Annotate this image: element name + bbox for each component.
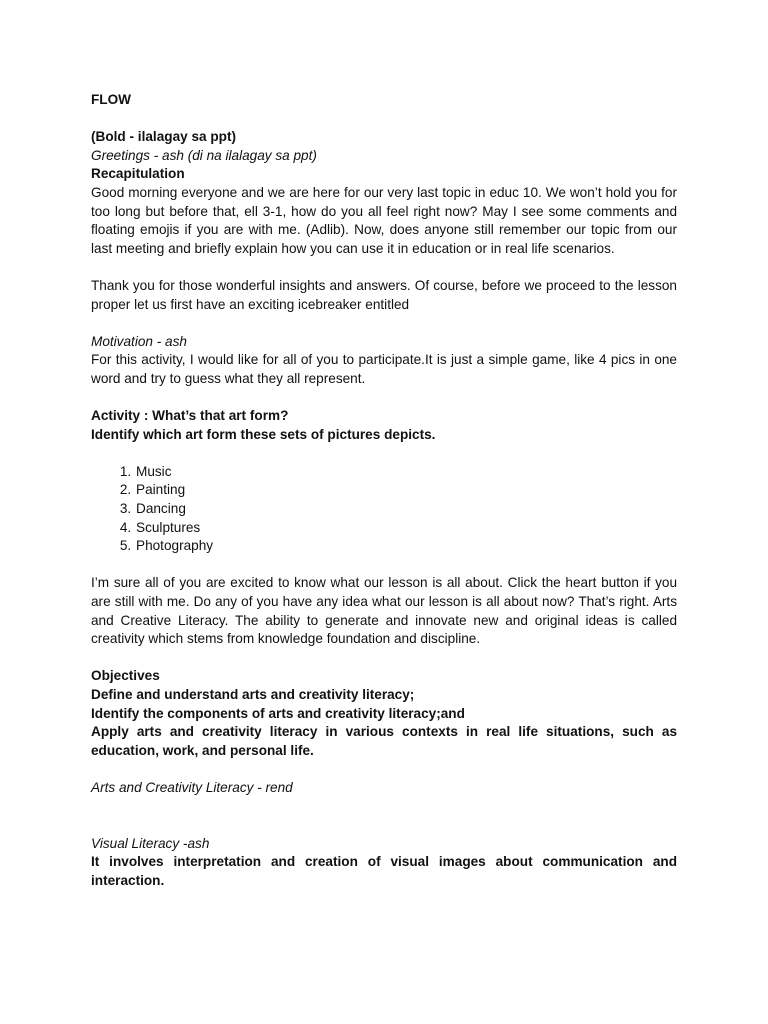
recap-paragraph: Good morning everyone and we are here for our very last topic in educ 10. We won’t hold you for too long but before that, ell 3-1, how do you all feel right now? May I see some comments and floating emojis if you are with me. (Adlib). Now, does anyone still remember our topic from our last meeting and briefly explain how you can use it in education or in real life scenarios.	[91, 184, 677, 256]
spacer	[91, 389, 677, 408]
bold-note: (Bold - ilalagay sa ppt)	[91, 129, 237, 145]
visual-literacy-heading: Visual Literacy -ash	[91, 835, 210, 851]
document-body	[91, 91, 677, 891]
spacer	[91, 110, 677, 129]
list-item: 3. Dancing	[135, 500, 677, 519]
recap-heading: Recapitulation	[91, 166, 185, 182]
spacer	[91, 798, 677, 835]
motivation-paragraph: For this activity, I would like for all of you to participate.It is just a simple game, like 4 pics in one word and try to guess what they all represent.	[91, 352, 677, 386]
lesson-paragraph: I’m sure all of you are excited to know what our lesson is all about. Click the heart button if you are still with me. Do any of you have any idea what our lesson is all about now? That’s right. Arts and Creative Literacy. The ability to generate and innovate new and original ideas is called creativity which stems from knowledge foundation and discipline.	[91, 575, 677, 647]
doc-title: FLOW	[91, 92, 132, 107]
greetings-heading: Greetings - ash (di na ilalagay sa ppt)	[91, 147, 317, 163]
spacer	[91, 314, 677, 333]
objective-item: Apply arts and creativity literacy in various contexts in real life situations, such as education, work, and personal life.	[91, 724, 677, 758]
spacer	[91, 444, 677, 463]
objective-item: Define and understand arts and creativity literacy;	[91, 687, 415, 702]
thanks-paragraph: Thank you for those wonderful insights and answers. Of course, before we proceed to the lesson proper let us first have an exciting icebreaker entitled	[91, 277, 677, 312]
spacer	[91, 649, 677, 668]
motivation-heading: Motivation - ash	[91, 333, 187, 349]
activity-heading: Activity : What’s that art form?	[91, 408, 289, 424]
list-item: 4. Sculptures	[135, 519, 677, 538]
spacer	[91, 760, 677, 779]
activity-instruction: Identify which art form these sets of pictures depicts.	[91, 426, 436, 442]
list-item: 1. Music	[135, 463, 677, 482]
art-forms-list	[91, 463, 677, 556]
arts-creativity-heading: Arts and Creativity Literacy - rend	[91, 779, 293, 795]
visual-literacy-paragraph: It involves interpretation and creation of visual images about communication and interaction.	[91, 854, 677, 888]
spacer	[91, 258, 677, 277]
objectives-heading: Objectives	[91, 668, 160, 684]
list-item: 2. Painting	[135, 481, 677, 500]
spacer	[91, 556, 677, 575]
list-item: 5. Photography	[135, 537, 677, 556]
objective-item: Identify the components of arts and creativity literacy;and	[91, 705, 465, 721]
